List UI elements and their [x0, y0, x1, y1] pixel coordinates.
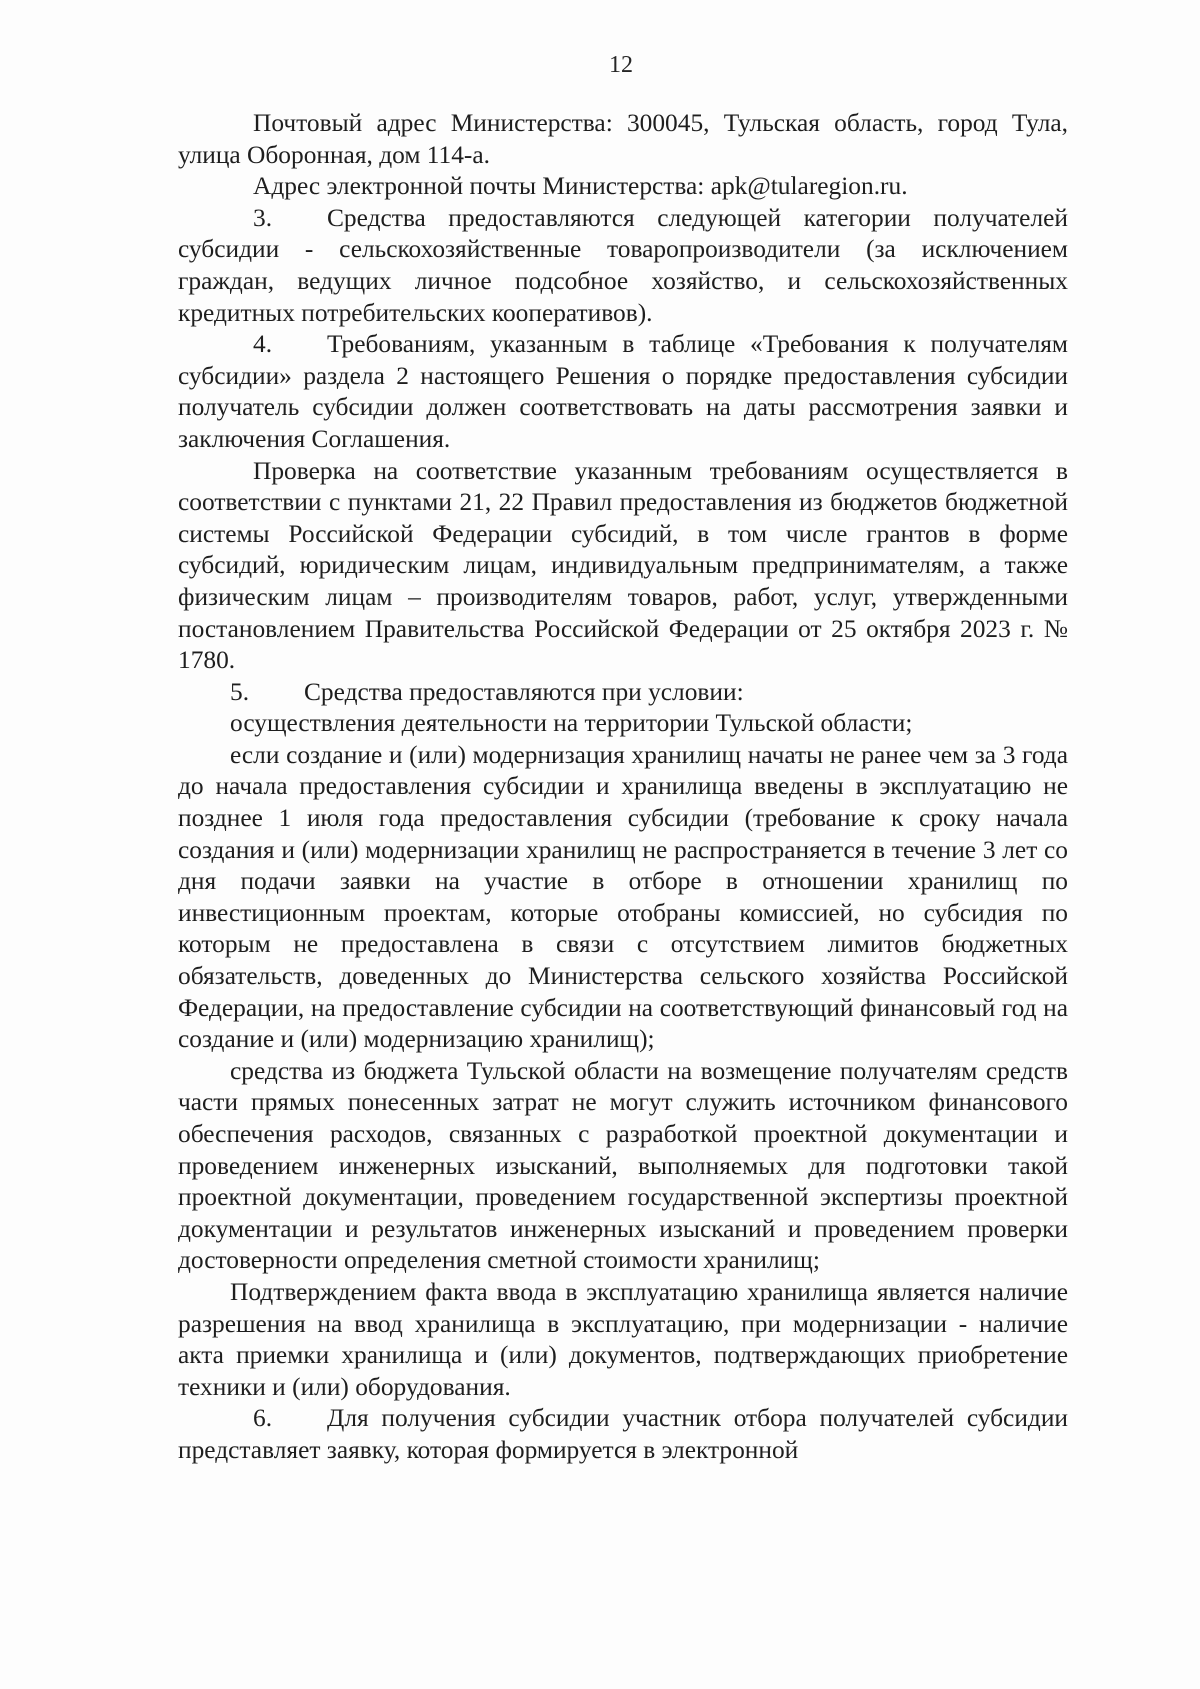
commissioning-confirmation: Подтверждением факта ввода в эксплуатацию хранилища является наличие разрешения на ввод хранилища в эксплуатацию, при модернизации - наличие акта приемки хранилища и (или) документов, подтверждающих приобретение техники и (или) оборудования. [178, 1277, 1068, 1401]
clause-text: Для получения субсидии участник отбора получателей субсидии представляет заявку, которая формируется в электронной [178, 1404, 1068, 1464]
clause-number: 4. [253, 330, 273, 359]
condition-budget-funds: средства из бюджета Тульской области на возмещение получателям средств части прямых понесенных затрат не могут служить источником финансового обеспечения расходов, связанных с разработкой проектной документации и проведением инженерных изысканий, выполняемых для подготовки такой проектной документации, проведением государственной экспертизы проектной документации и результатов инженерных изысканий и проведением проверки достоверности определения сметной стоимости хранилищ; [178, 1056, 1068, 1275]
clause-6 [178, 1403, 1068, 1466]
ministry-email-address: Адрес электронной почты Министерства: apk@tularegion.ru. [253, 172, 908, 201]
clause-number: 5. [230, 677, 250, 706]
document-body [178, 108, 1068, 1467]
clause-number: 6. [253, 1404, 273, 1433]
ministry-postal-address: Почтовый адрес Министерства: 300045, Тульская область, город Тула, улица Оборонная, дом 114-а. [178, 109, 1068, 169]
condition-storage-creation: если создание и (или) модернизация хранилищ начаты не ранее чем за 3 года до начала предоставления субсидии и хранилища введены в эксплуатацию не позднее 1 июля года предоставления субсидии (требование к сроку начала создания и (или) модернизации хранилищ не распространяется в течение 3 лет со дня подачи заявки на участие в отборе в отношении хранилищ по инвестиционным проектам, которые отобраны комиссией, но субсидия по которым не предоставлена в связи с отсутствием лимитов бюджетных обязательств, доведенных до Министерства сельского хозяйства Российской Федерации, на предоставление субсидии на соответствующий финансовый год на создание и (или) модернизацию хранилищ); [178, 740, 1068, 1054]
clause-text: Требованиям, указанным в таблице «Требования к получателям субсидии» раздела 2 настоящего Решения о порядке предоставления субсидии получатель субсидии должен соответствовать на даты рассмотрения заявки и заключения Соглашения. [178, 330, 1068, 453]
condition-territory: осуществления деятельности на территории Тульской области; [230, 709, 913, 738]
clause-number: 3. [253, 203, 273, 232]
clause-text: Средства предоставляются при условии: [304, 677, 744, 706]
clause-4 [178, 329, 1068, 455]
requirements-check-paragraph: Проверка на соответствие указанным требованиям осуществляется в соответствии с пунктами 21, 22 Правил предоставления из бюджетов бюджетной системы Российской Федерации субсидий, в том числе грантов в форме субсидий, юридическим лицам, индивидуальным предпринимателям, а также физическим лицам – производителям товаров, работ, услуг, утвержденными постановлением Правительства Российской Федерации от 25 октября 2023 г. № 1780. [178, 456, 1068, 675]
page-number: 12 [609, 52, 633, 78]
clause-3 [178, 203, 1068, 329]
clause-5 [178, 677, 1068, 709]
clause-text: Средства предоставляются следующей категории получателей субсидии - сельскохозяйственные товаропроизводители (за исключением граждан, ведущих личное подсобное хозяйство, и сельскохозяйственных кредитных потребительских кооперативов). [178, 203, 1068, 327]
